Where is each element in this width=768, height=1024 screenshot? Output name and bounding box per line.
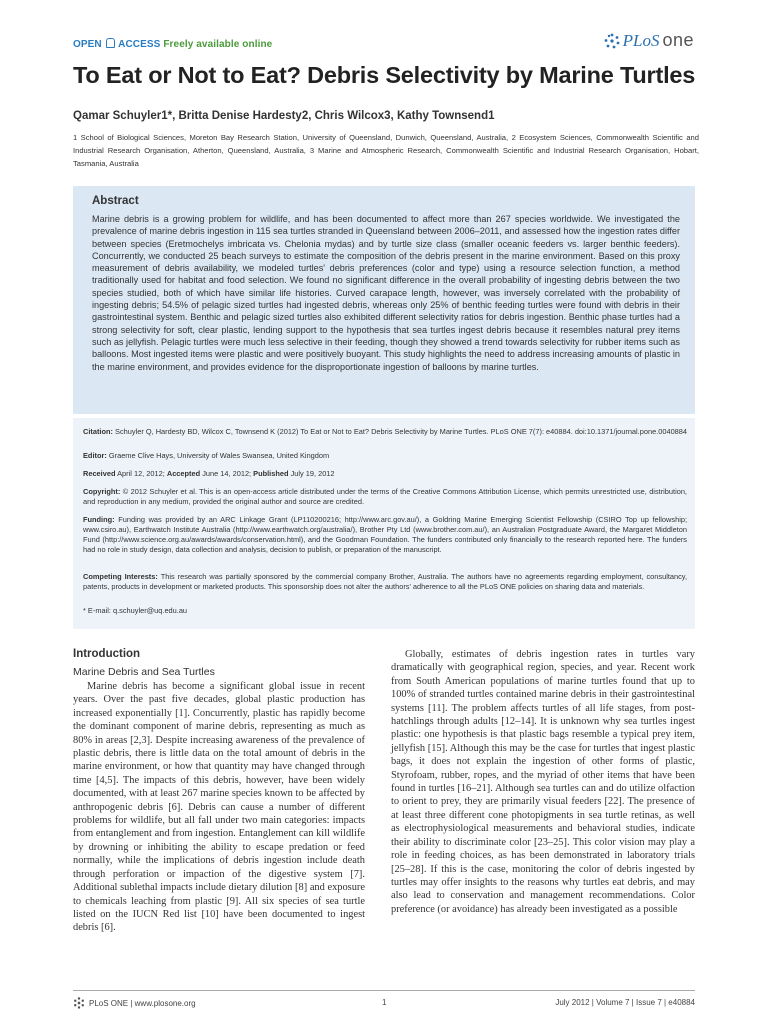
funding-block: [83, 515, 687, 555]
subsection-heading: Marine Debris and Sea Turtles: [73, 666, 215, 678]
open-access-banner: [73, 38, 272, 50]
copyright-text: © 2012 Schuyler et al. This is an open-access article distributed under the terms of the Creative Commons Attribution License, which permits unrestricted use, distribution, and reproduction in any medium, provided the original author and source are credited.: [83, 487, 687, 506]
access-label: ACCESS: [118, 39, 161, 50]
email-block: * E-mail: q.schuyler@uq.edu.au: [83, 606, 188, 615]
footer-journal-text: PLoS ONE | www.plosone.org: [89, 998, 196, 1008]
competing-text: This research was partially sponsored by the commercial company Brother, Australia. The authors have no agreements regarding employment, consultancy, patents, products in development or marketed products. This sponsorship does not alter the authors' adherence to all the PLoS ONE policies on sharing data and materials.: [83, 572, 688, 591]
free-available-label: Freely available online: [163, 39, 273, 50]
page-number: 1: [382, 998, 387, 1007]
introduction-heading: Introduction: [73, 648, 141, 660]
logo-one-text: one: [662, 30, 694, 50]
published-date: July 19, 2012: [290, 469, 335, 478]
accepted-date: June 14, 2012;: [202, 469, 252, 478]
plos-one-logo: [604, 30, 694, 51]
citation-text: Schuyler Q, Hardesty BD, Wilcox C, Townsend K (2012) To Eat or Not to Eat? Debris Selectivity by Marine Turtles. PLoS ONE 7(7): e40884. doi:10.1371/journal.pone.0040884: [115, 427, 688, 436]
body-column-left: [73, 648, 365, 935]
funding-label: Funding:: [83, 515, 115, 524]
intro-paragraph-1: Marine debris has become a significant global issue in recent years. Over the past five decades, global plastic production has increased exponentially [1]. Concurrently, plastic has rapidly become the dominant component of marine debris, representing as much as 80% in areas [2,3]. Despite increasing awareness of the prevalence of plastic debris, there is little data on the total amount of debris in the marine environment, or how that quantity may have changed through time [4,5]. The impacts of this debris, however, have been widely documented, with at least 267 marine species known to be affected by anthropogenic debris [6]. Debris can cause a number of different problems for wildlife, but all fall under two main categories: impacts from entanglement and from ingestion. Entanglement can kill wildlife by drowning or inhibiting the ability to escape predation or feed normally, while the implications of debris ingestion include death through perforation or impaction of the digestive system [7]. Additional sublethal impacts include dietary dilution [8] and exposure to chemicals leaching from plastic [9]. All six species of sea turtle listed on the IUCN Red list [10] have been documented to ingest debris [6].: [73, 681, 365, 934]
footer-issue: July 2012 | Volume 7 | Issue 7 | e40884: [555, 998, 695, 1007]
copyright-label: Copyright:: [83, 487, 121, 496]
abstract-text: Marine debris is a growing problem for wildlife, and has been documented to affect more than 267 species worldwide. We investigated the prevalence of marine debris ingestion in 115 sea turtles stranded in Queensland between 2006–2011, and assessed how the ingestion rates differ between species (Eretmochelys imbricata vs. Chelonia mydas) and by turtle size class (smaller oceanic feeders vs. larger benthic feeders). Concurrently, we conducted 25 beach surveys to estimate the composition of the debris present in the marine environment. Based on this proxy measurement of debris availability, we modeled turtles' debris preferences (color and type) using a resource selection function, a method traditionally used for habitat and food selection. We found no significant difference in the overall probability of ingesting debris between the two species studied, both of which have similar life histories. Curved carapace length, however, was inversely correlated with the probability of ingesting debris; 54.5% of pelagic sized turtles had ingested debris, whereas only 25% of benthic feeding turtles were found with debris in their gastrointestinal system. Benthic and pelagic sized turtles also exhibited different selectivity ratios for debris ingestion. Benthic phase turtles had a strong selectivity for soft, clear plastic, lending support to the hypothesis that sea turtles ingest debris because it resembles natural prey items such as jellyfish. Pelagic turtles were much less selective in their feeding, though they showed a trend towards selectivity for rubber items such as balloons. Most ingested items were plastic and were positively buoyant. This study highlights the need to address increasing amounts of plastic in the marine environment, and provides evidence for the disproportionate ingestion of balloons by marine turtles.: [92, 214, 680, 372]
copyright-block: [83, 487, 687, 507]
editor-text: Graeme Clive Hays, University of Wales Swansea, United Kingdom: [108, 451, 330, 460]
plos-footer-icon: [73, 997, 85, 1009]
accepted-label: Accepted: [166, 469, 201, 478]
open-label: OPEN: [73, 39, 102, 50]
citation-label: Citation:: [83, 427, 113, 436]
body-column-right: [391, 648, 695, 916]
competing-label: Competing Interests:: [83, 572, 158, 581]
citation-block: [83, 427, 687, 437]
editor-block: [83, 451, 687, 461]
editor-label: Editor:: [83, 451, 107, 460]
open-access-lock-icon: [106, 38, 115, 48]
footer-journal: [73, 997, 196, 1009]
paper-title: To Eat or Not to Eat? Debris Selectivity by Marine Turtles: [73, 62, 696, 88]
logo-plos-text: PLoS: [622, 30, 660, 50]
plos-dots-icon: [604, 33, 620, 49]
received-date: April 12, 2012;: [117, 469, 165, 478]
dates-block: [83, 469, 687, 479]
footer-divider: [73, 990, 695, 991]
competing-interests-block: [83, 572, 687, 592]
intro-paragraph-2: Globally, estimates of debris ingestion rates in turtles vary dramatically with geographical region, species, and year. Recent work from South American populations of marine turtles found that up to 100% of stranded turtles contained marine debris in their gastrointestinal systems [11]. The problem affects turtles of all life stages, from post-hatchlings through adults [12–14]. It is unknown why sea turtles ingest plastic: one hypothesis is that plastic bags resemble a typical prey item, jellyfish [15]. Although this may be the case for turtles that ingest plastic bags, it does not explain the ingestion of other forms of plastic, Styrofoam, rubber, ropes, and the myriad of other items that have been found in turtles [16–21]. Although sea turtles can and do utilize olfaction to orient to prey, they are primarily visual feeders [22]. The presence of at least three different cone photopigments in sea turtle retinas, as well as electrophysiological measurements and behavioral studies, indicate their ability to discriminate color [23–25]. This color vision may play a role in feeding choices, as has been demonstrated in laboratory trials [25–28]. If this is the case, monitoring the color of debris ingested by turtles may offer insights to the reasons why turtles eat debris, and may also lead to conservation and management recommendations. Color preference (or avoidance) has already been investigated as a possible: [391, 649, 695, 915]
published-label: Published: [253, 469, 289, 478]
received-label: Received: [83, 469, 116, 478]
affiliations: 1 School of Biological Sciences, Moreton Bay Research Station, University of Queensland, Dunwich, Queensland, Australia, 2 Ecosystem Sciences, Commonwealth Scientific and Industrial Research Organisation, Atherton, Queensland, Australia, 3 Marine and Atmospheric Research, Commonwealth Scientific and Industrial Research Organisation, Hobart, Tasmania, Australia: [73, 133, 699, 168]
author-list: Qamar Schuyler1*, Britta Denise Hardesty2, Chris Wilcox3, Kathy Townsend1: [73, 110, 495, 122]
abstract-heading: Abstract: [92, 195, 139, 207]
funding-text: Funding was provided by an ARC Linkage Grant (LP110200216; http://www.arc.gov.au/), a Goldring Marine Emerging Scientist Fellowship (CSIRO Top up fellowship; www.csiro.au), Earthwatch Institute Australia (http://www.earthwatch.org/australia/), Brother Pty Ltd (www.brother.com.au/), an Australian Postgraduate Award, the Margaret Middleton Fund (http://www.science.org.au/awards/awards/conservation.html), and the Goodman Foundation. The funders contributed only financially to the research reported here. The funders had no role in study design, data collection and analysis, decision to publish, or preparation of the manuscript.: [83, 515, 687, 554]
